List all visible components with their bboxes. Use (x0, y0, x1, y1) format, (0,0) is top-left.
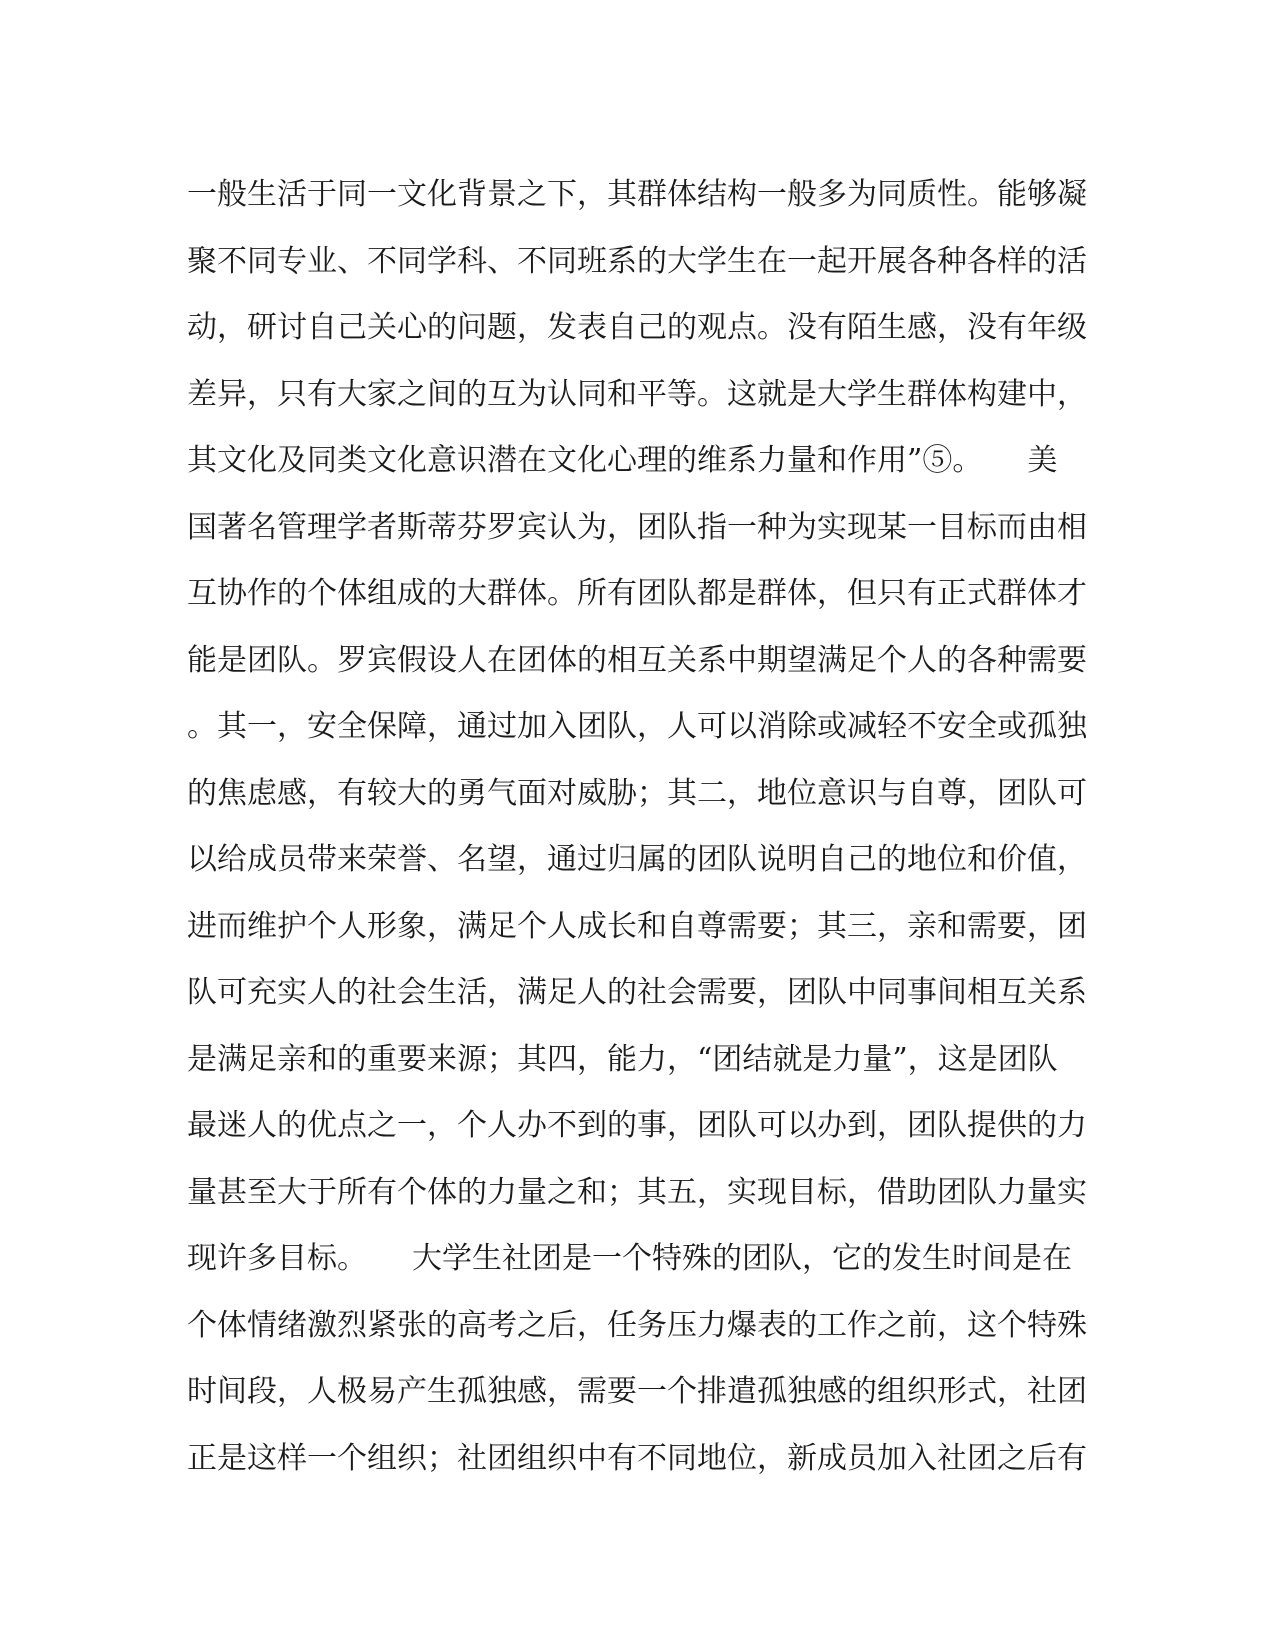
text-line: 动，研讨自己关心的问题，发表自己的观点。没有陌生感，没有年级 (187, 310, 1087, 345)
text-line: 互协作的个体组成的大群体。所有团队都是群体，但只有正式群体才 (187, 576, 1087, 611)
text-line: 个体情绪激烈紧张的高考之后，任务压力爆表的工作之前，这个特殊 (187, 1307, 1087, 1343)
text-line: 的焦虑感，有较大的勇气面对威胁；其二，地位意识与自尊，团队可 (187, 775, 1087, 811)
text-line: 量甚至大于所有个体的力量之和；其五，实现目标，借助团队力量实 (187, 1174, 1087, 1210)
text-line: 国著名管理学者斯蒂芬罗宾认为，团队指一种为实现某一目标而由相 (187, 509, 1087, 545)
text-line: 差异，只有大家之间的互为认同和平等。这就是大学生群体构建中， (187, 376, 1087, 412)
text-line: 是满足亲和的重要来源；其四，能力，“团结就是力量”，这是团队 (187, 1041, 1058, 1077)
text-line: 进而维护个人形象，满足个人成长和自尊需要；其三，亲和需要，团 (187, 908, 1087, 944)
text-line: 一般生活于同一文化背景之下，其群体结构一般多为同质性。能够凝 (187, 177, 1087, 212)
text-line: 队可充实人的社会生活，满足人的社会需要，团队中同事间相互关系 (187, 975, 1087, 1010)
body-text (187, 162, 1087, 1492)
text-line: 以给成员带来荣誉、名望，通过归属的团队说明自己的地位和价值， (187, 842, 1087, 877)
text-line: 其文化及同类文化意识潜在文化心理的维系力量和作用”⑤。 美 (187, 443, 1058, 478)
text-line: 最迷人的优点之一，个人办不到的事，团队可以办到，团队提供的力 (187, 1108, 1087, 1143)
text-line: 现许多目标。 大学生社团是一个特殊的团队，它的发生时间是在 (187, 1241, 1072, 1276)
text-line: 聚不同专业、不同学科、不同班系的大学生在一起开展各种各样的活 (187, 243, 1087, 279)
text-line: 。其一，安全保障，通过加入团队，人可以消除或减轻不安全或孤独 (187, 709, 1087, 744)
text-line: 正是这样一个组织；社团组织中有不同地位，新成员加入社团之后有 (187, 1440, 1087, 1476)
text-line: 能是团队。罗宾假设人在团体的相互关系中期望满足个人的各种需要 (187, 642, 1087, 678)
text-line: 时间段，人极易产生孤独感，需要一个排遣孤独感的组织形式，社团 (187, 1374, 1087, 1409)
